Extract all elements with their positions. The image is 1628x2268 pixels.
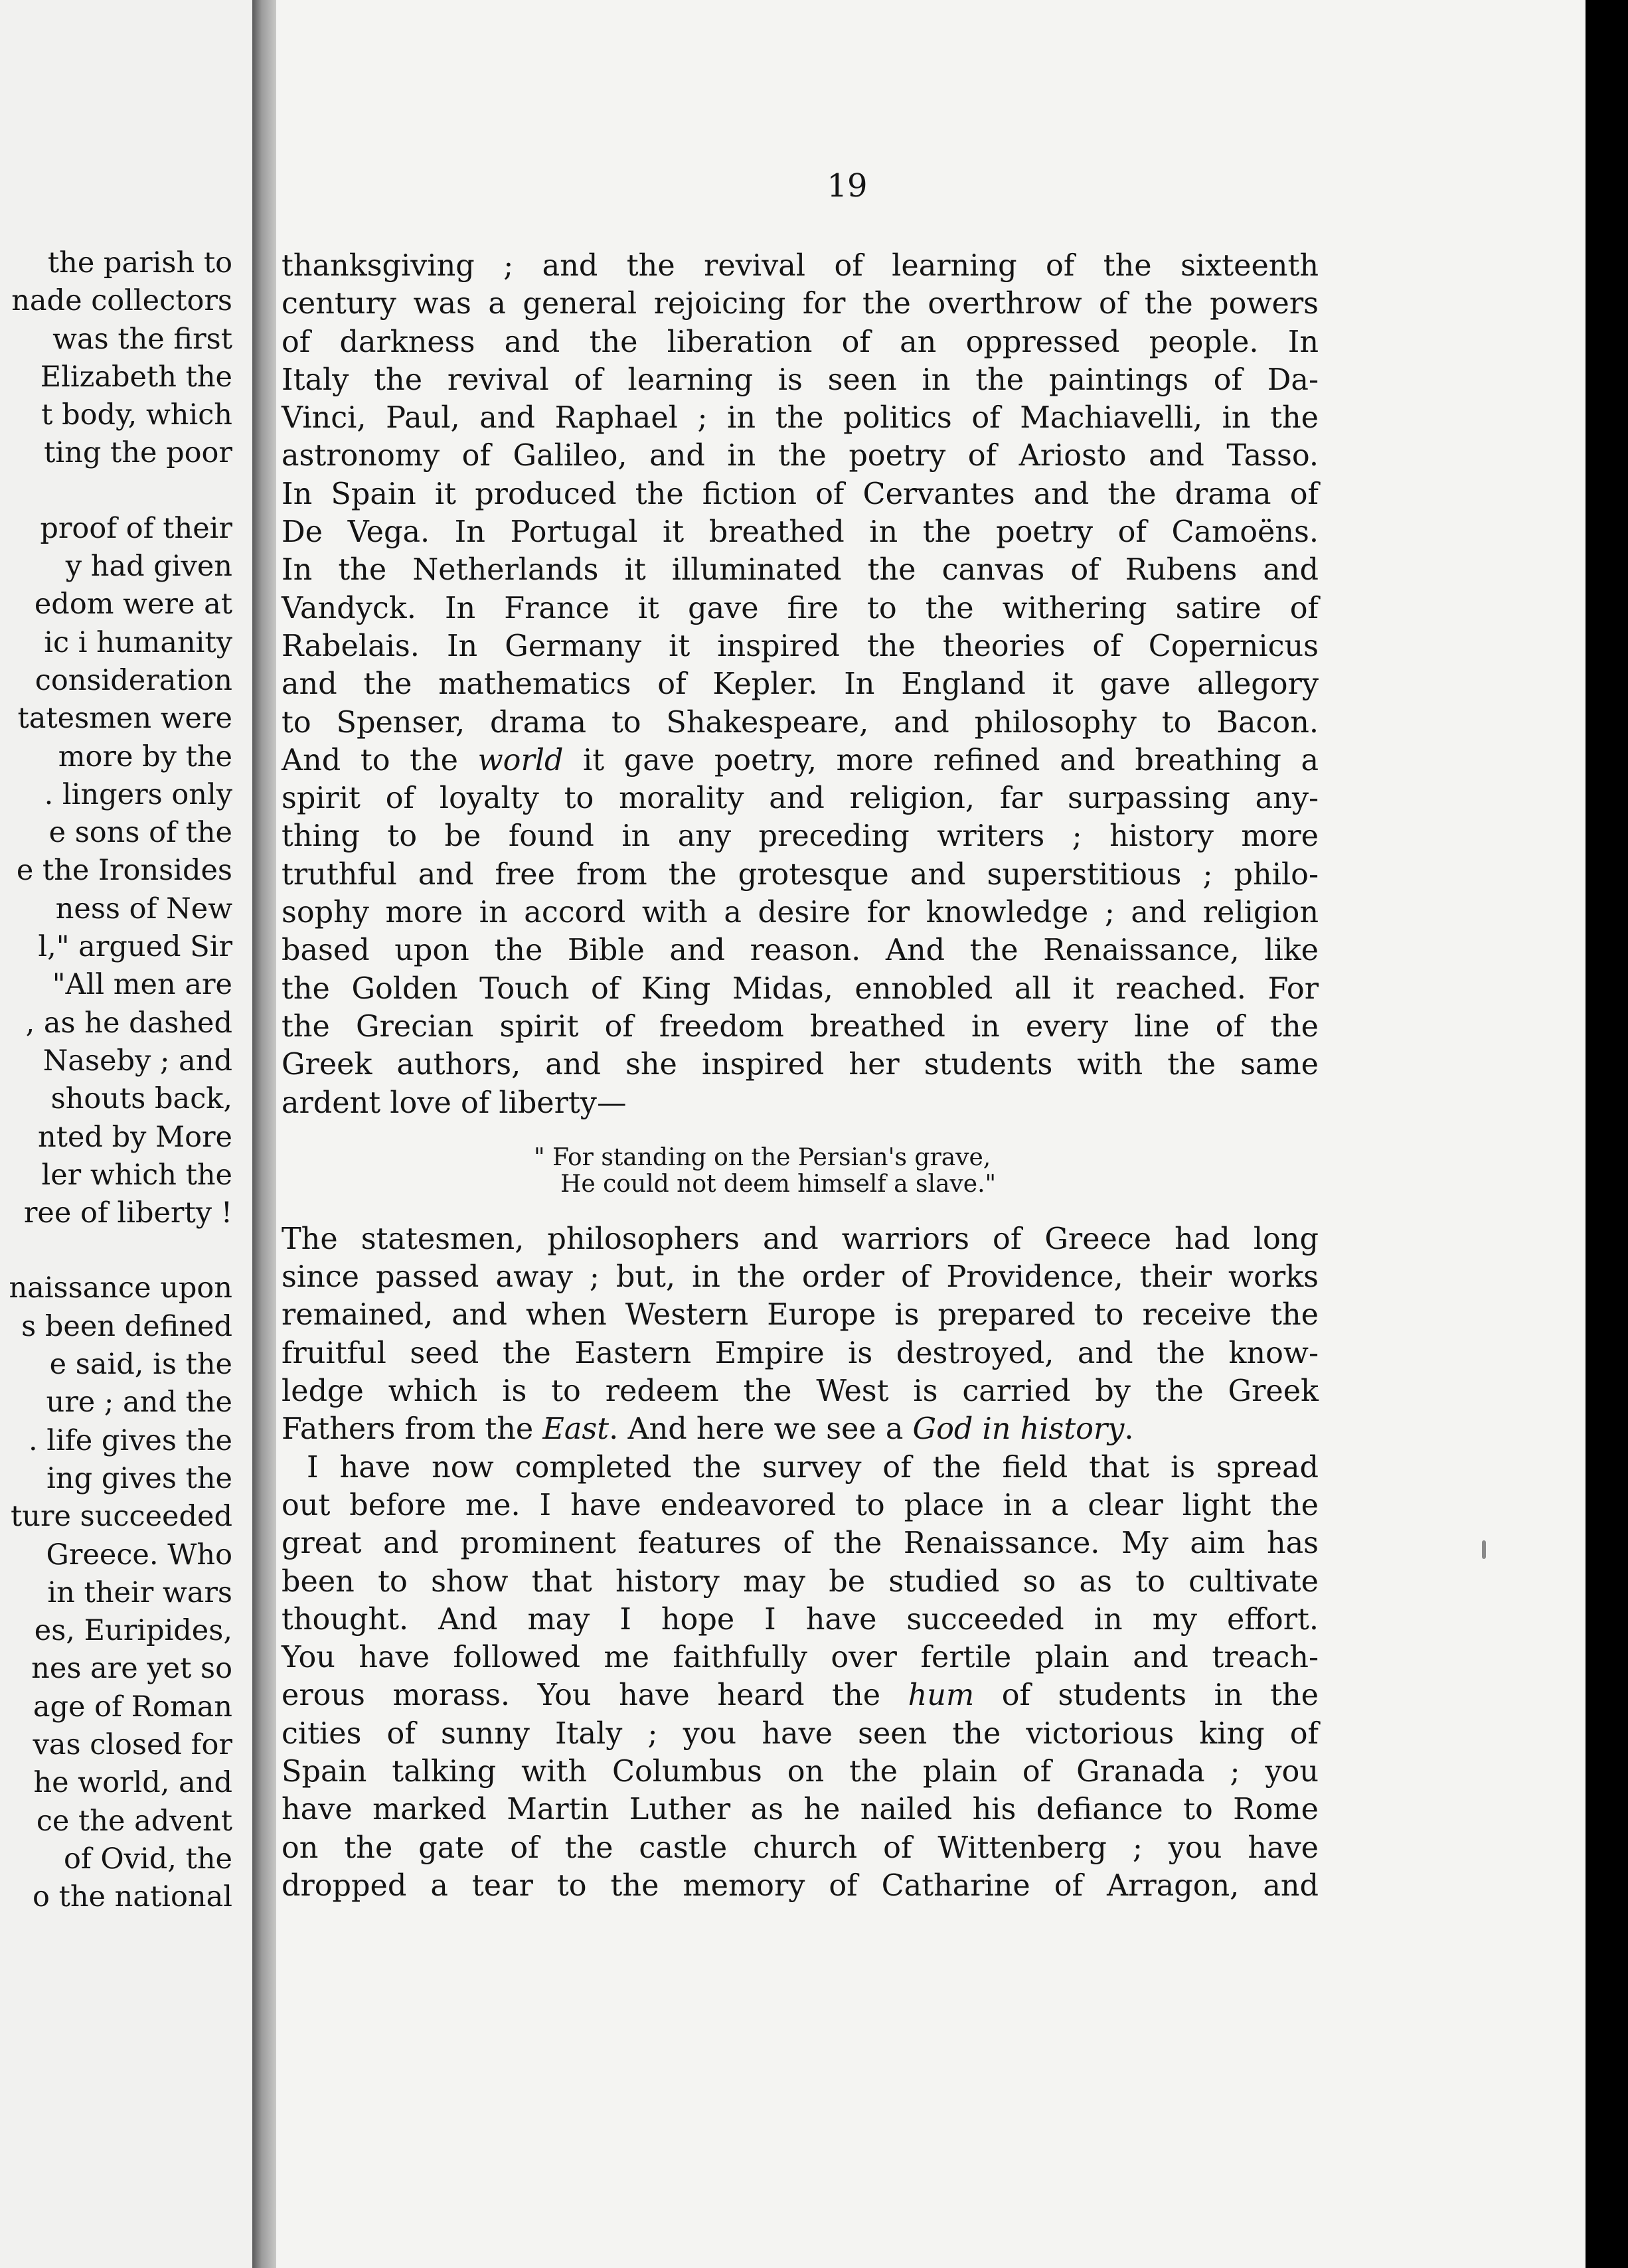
facing-text-line: ture succeeded (11, 1500, 232, 1534)
paragraph-greek-legacy (282, 1220, 1319, 1449)
text-line: out before me. I have endeavored to place in a clear light the (282, 1488, 1319, 1522)
facing-text-line: was the first (52, 322, 232, 356)
facing-text-line: vas closed for (33, 1728, 232, 1761)
verse-quotation (282, 1145, 1319, 1198)
text-line: to Spenser, drama to Shakespeare, and philosophy to Bacon. (282, 705, 1319, 740)
facing-text-line: Naseby ; and (42, 1044, 232, 1078)
text-line: have marked Martin Luther as he nailed his defiance to Rome (282, 1793, 1319, 1827)
facing-text-line: ler which the (41, 1158, 232, 1192)
facing-text-line: in their wars (47, 1576, 232, 1609)
facing-text-line: proof of their (40, 511, 232, 545)
text-line: erous morass. You have heard the hum of students in the (282, 1678, 1319, 1713)
text-line: Vinci, Paul, and Raphael ; in the politics of Machiavelli, in the (282, 401, 1319, 436)
text-line: ardent love of liberty— (282, 1086, 627, 1120)
facing-text-line: Elizabeth the (40, 360, 232, 394)
facing-text-line: y had given (65, 550, 232, 584)
facing-text-line: . lingers only (44, 777, 232, 811)
facing-text-line: ic i humanity (44, 625, 232, 659)
facing-text-line: ure ; and the (46, 1386, 232, 1419)
facing-text-line: ting the poor (44, 436, 232, 470)
facing-text-line: t body, which (41, 398, 232, 432)
facing-page (0, 0, 252, 2268)
text-line: De Vega. In Portugal it breathed in the poetry of Camoëns. (282, 515, 1319, 550)
text-line: Italy the revival of learning is seen in the paintings of Da- (282, 363, 1319, 397)
facing-text-line: e said, is the (49, 1348, 232, 1382)
facing-text-line: edom were at (34, 588, 232, 621)
text-line: cities of sunny Italy ; you have seen the victorious king of (282, 1716, 1319, 1751)
text-line: the Grecian spirit of freedom breathed in every line of the (282, 1009, 1319, 1044)
quote-line: He could not deem himself a slave." (560, 1170, 997, 1198)
facing-text-line (0, 473, 232, 510)
text-line: great and prominent features of the Renaissance. My aim has (282, 1526, 1319, 1561)
text-line: The statesmen, philosophers and warriors of Greece had long (282, 1222, 1319, 1256)
text-line: been to show that history may be studied so as to cultivate (282, 1564, 1319, 1599)
text-line: century was a general rejoicing for the overthrow of the powers (282, 287, 1319, 321)
facing-text-line: consideration (35, 663, 232, 697)
facing-text-line: of Ovid, the (63, 1842, 232, 1876)
scan-border (1586, 0, 1628, 2268)
facing-text-line: Greece. Who (46, 1538, 232, 1572)
text-line: thanksgiving ; and the revival of learning of the sixteenth (282, 249, 1319, 283)
text-line: Rabelais. In Germany it inspired the theories of Copernicus (282, 629, 1319, 663)
text-line: Spain talking with Columbus on the plain of Granada ; you (282, 1754, 1319, 1789)
text-line: thought. And may I hope I have succeeded in my effort. (282, 1602, 1319, 1637)
text-line: In Spain it produced the fiction of Cervantes and the drama of (282, 477, 1319, 511)
facing-text-line: age of Roman (33, 1690, 232, 1724)
facing-text-line: naissance upon (9, 1271, 232, 1305)
text-line: remained, and when Western Europe is prepared to receive the (282, 1298, 1319, 1333)
facing-text-line: nade collectors (11, 284, 232, 318)
text-line: spirit of loyalty to morality and religion, far surpassing any- (282, 781, 1319, 816)
text-line: based upon the Bible and reason. And the Renaissance, like (282, 933, 1319, 968)
facing-page-text (0, 244, 232, 1916)
facing-text-line: es, Euripides, (34, 1614, 232, 1648)
facing-text-line: the parish to (47, 246, 232, 280)
facing-text-line (0, 1232, 232, 1269)
facing-text-line: l," argued Sir (38, 930, 232, 964)
page-gutter (252, 0, 276, 2268)
facing-text-line: tatesmen were (17, 702, 232, 736)
facing-text-line: s been defined (21, 1309, 232, 1343)
text-line: In the Netherlands it illuminated the canvas of Rubens and (282, 553, 1319, 588)
facing-text-line: ree of liberty ! (23, 1196, 232, 1230)
paragraph-renaissance (282, 247, 1319, 1122)
facing-text-line: ing gives the (46, 1461, 232, 1495)
paper-mark (1482, 1540, 1486, 1559)
text-line: Greek authors, and she inspired her students with the same (282, 1048, 1319, 1082)
facing-text-line: nes are yet so (31, 1652, 232, 1686)
facing-text-line: e the Ironsides (16, 854, 232, 888)
facing-text-line: ness of New (55, 892, 232, 926)
text-line: on the gate of the castle church of Wittenberg ; you have (282, 1830, 1319, 1865)
text-line: dropped a tear to the memory of Catharine of Arragon, and (282, 1868, 1319, 1903)
text-line: thing to be found in any preceding writers ; history more (282, 819, 1319, 854)
text-line: And to the world it gave poetry, more refined and breathing a (282, 743, 1319, 777)
facing-text-line: "All men are (52, 968, 232, 1002)
text-line: since passed away ; but, in the order of Providence, their works (282, 1260, 1319, 1295)
facing-text-line: e sons of the (48, 816, 232, 850)
text-line: fruitful seed the Eastern Empire is destroyed, and the know- (282, 1336, 1319, 1370)
text-line: sophy more in accord with a desire for knowledge ; and religion (282, 896, 1319, 930)
text-line: You have followed me faithfully over fertile plain and treach- (282, 1641, 1319, 1675)
text-line: Vandyck. In France it gave fire to the withering satire of (282, 591, 1319, 625)
facing-text-line: shouts back, (50, 1082, 232, 1116)
page-number: 19 (827, 167, 868, 204)
facing-text-line: . life gives the (28, 1423, 232, 1457)
text-line: I have now completed the survey of the field that is spread (307, 1450, 1319, 1485)
main-page-text (282, 247, 1319, 1905)
facing-text-line: o the national (33, 1880, 232, 1914)
text-line: truthful and free from the grotesque and superstitious ; philo- (282, 857, 1319, 892)
facing-text-line: ce the advent (36, 1804, 232, 1838)
text-line: and the mathematics of Kepler. In England it gave allegory (282, 667, 1319, 702)
paragraph-conclusion (282, 1449, 1319, 1905)
facing-text-line: he world, and (33, 1766, 232, 1800)
main-page (276, 0, 1586, 2268)
facing-text-line: nted by More (37, 1120, 232, 1154)
quote-line: " For standing on the Persian's grave, (534, 1143, 991, 1171)
text-line: ledge which is to redeem the West is carried by the Greek (282, 1374, 1319, 1409)
facing-text-line: more by the (58, 740, 232, 773)
text-line: the Golden Touch of King Midas, ennobled all it reached. For (282, 971, 1319, 1006)
facing-text-line: , as he dashed (25, 1006, 232, 1040)
text-line: astronomy of Galileo, and in the poetry of Ariosto and Tasso. (282, 439, 1319, 473)
text-line: of darkness and the liberation of an oppressed people. In (282, 325, 1319, 359)
text-line: Fathers from the East. And here we see a God in history. (282, 1412, 1134, 1447)
